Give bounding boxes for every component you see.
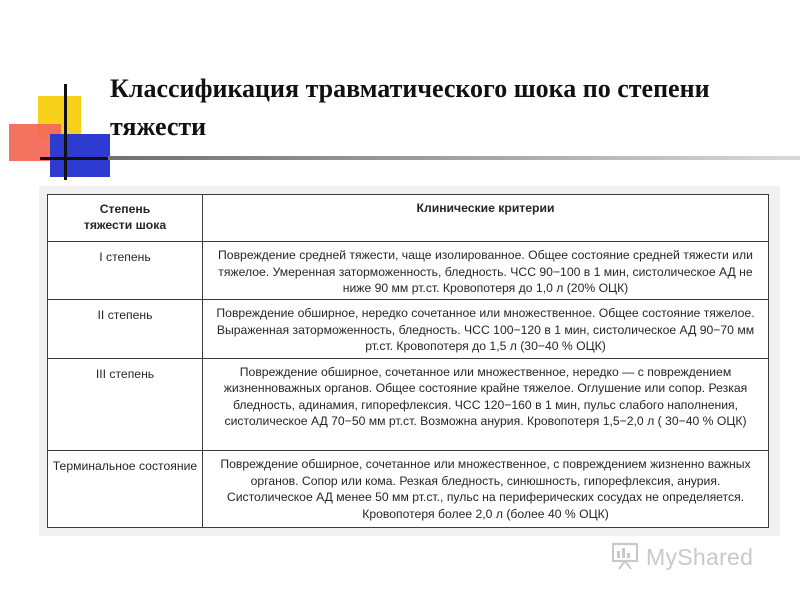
slide-title: Классификация травматического шока по степени тяжести — [110, 74, 710, 141]
header-criteria: Клинические критерии — [203, 195, 769, 242]
decor-vertical-line — [64, 84, 67, 180]
row-severity: Терминальное состояние — [48, 451, 203, 528]
title-underline — [108, 156, 800, 160]
header-severity-line2: тяжести шока — [83, 218, 167, 232]
decor-blue-square — [50, 134, 110, 177]
row-severity: I степень — [48, 242, 203, 300]
row-criteria: Повреждение средней тяжести, чаще изолированное. Общее состояние средней тяжести или тяжелое. Умеренная заторможенность, бледность. ЧСС 90−100 в 1 мин, систолическое АД не ниже 90 мм рт.ст. Кровопотеря до 1,0 л (20% ОЦК) — [203, 242, 769, 300]
table-row — [48, 300, 769, 358]
table-header-row — [48, 195, 769, 242]
row-criteria: Повреждение обширное, нередко сочетанное или множественное. Общее состояние тяжелое. Выраженная заторможенность, бледность. ЧСС 100−120 в 1 мин, систолическое АД 90−70 мм рт.ст. Кровопотеря до 1,5 л (30−40 % ОЦК) — [203, 300, 769, 358]
shock-classification-table — [47, 194, 769, 528]
myshared-watermark — [610, 542, 753, 572]
presentation-board-icon — [610, 540, 640, 575]
row-severity: II степень — [48, 300, 203, 358]
table-row — [48, 451, 769, 528]
header-severity — [48, 195, 203, 242]
row-criteria: Повреждение обширное, сочетанное или множественное, с повреждением жизненно важных органов. Сопор или кома. Резкая бледность, синюшность, гипорефлексия, анурия. Систолическое АД менее 50 мм рт.ст., пульс на периферических сосудах не определяется. Кровопотеря более 2,0 л (более 40 % ОЦК) — [203, 451, 769, 528]
row-criteria: Повреждение обширное, сочетанное или множественное, нередко — с повреждением жизненноважных органов. Общее состояние крайне тяжелое. Оглушение или сопор. Резкая бледность, адинамия, гипорефлексия. ЧСС 120−160 в 1 мин, пульс слабого наполнения, систолическое АД 70−50 мм рт.ст. Возможна анурия. Кровопотеря 1,5−2,0 л ( 30−40 % ОЦК) — [203, 358, 769, 451]
row-severity: III степень — [48, 358, 203, 451]
watermark-text: MyShared — [646, 543, 754, 570]
header-severity-line1: Степень — [99, 202, 151, 216]
table-row — [48, 358, 769, 451]
table-row — [48, 242, 769, 300]
